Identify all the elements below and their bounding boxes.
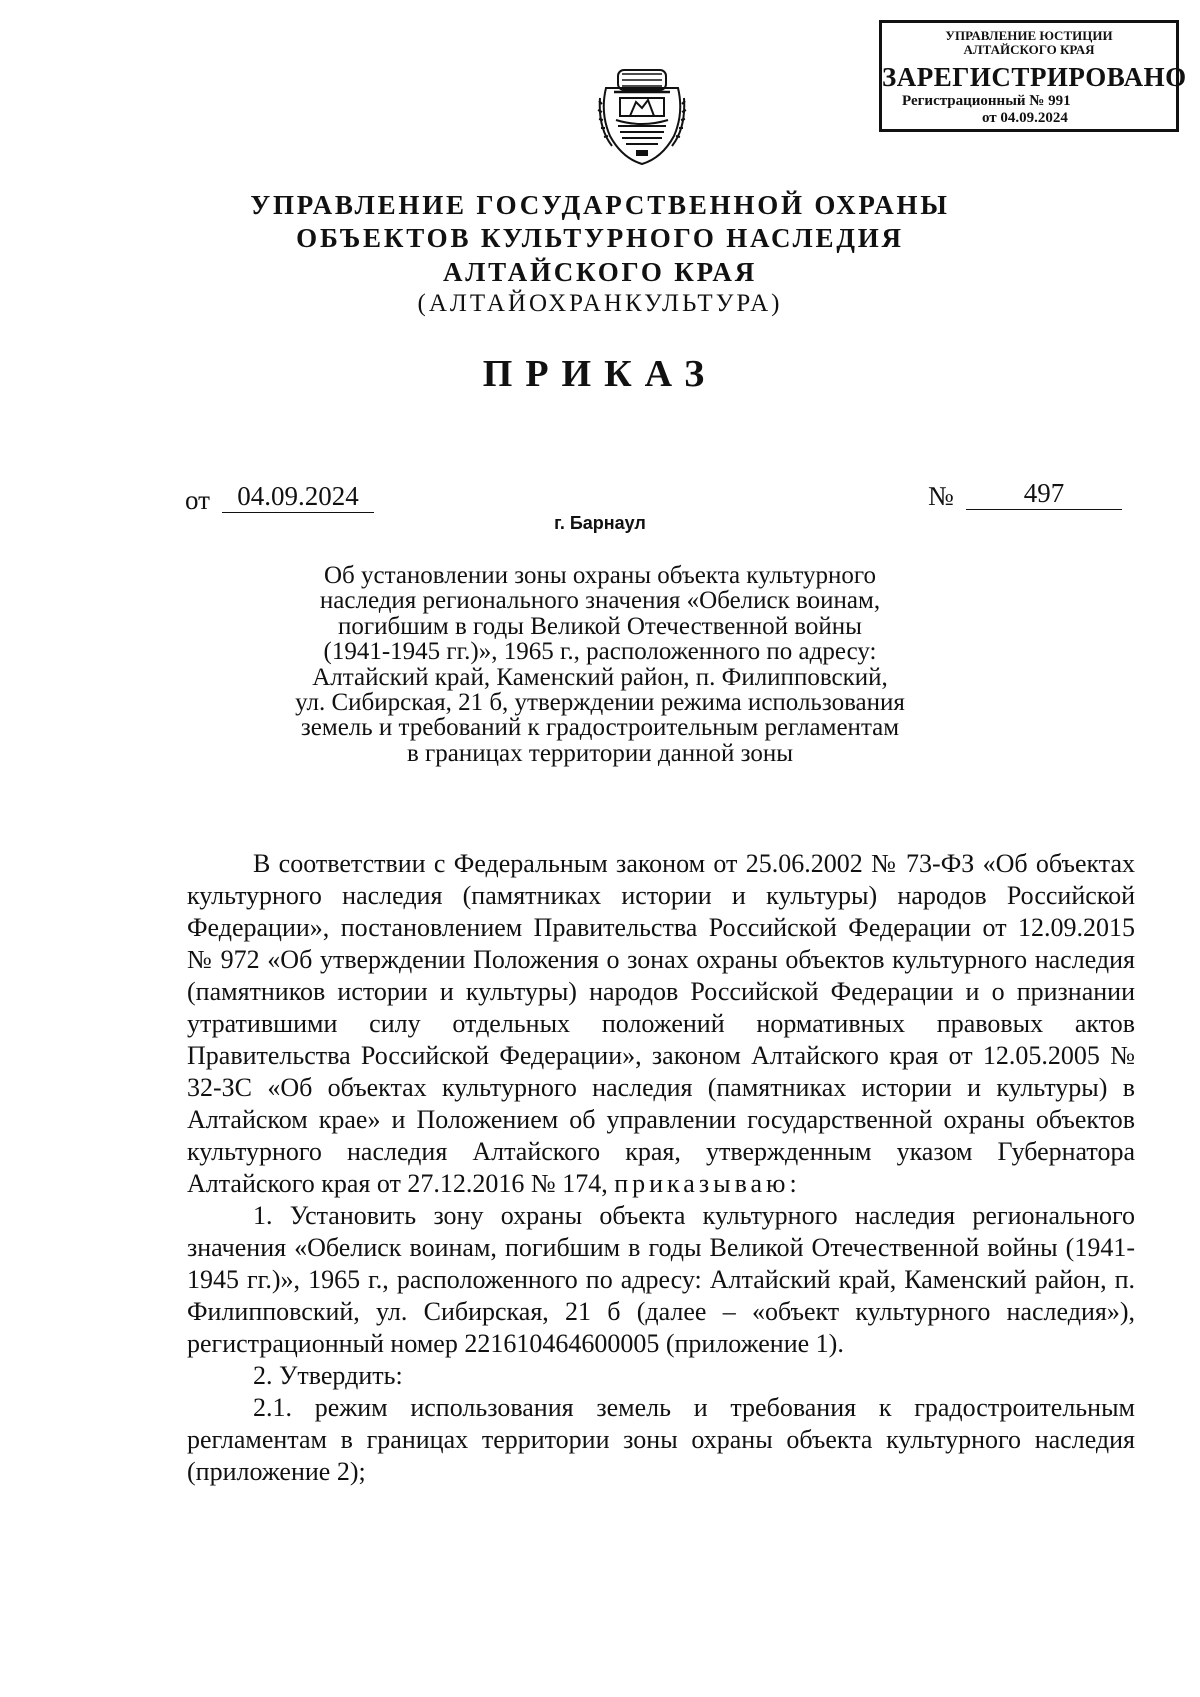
- subject-line: (1941-1945 гг.)», 1965 г., расположенного по адресу:: [323, 638, 877, 666]
- number-label: №: [928, 481, 954, 511]
- order-body: [187, 848, 1135, 1488]
- subject-line: наследия регионального значения «Обелиск воинам,: [319, 587, 881, 615]
- subject-line: Алтайский край, Каменский район, п. Филипповский,: [312, 663, 888, 691]
- subject-line: погибшим в годы Великой Отечественной войны: [338, 612, 862, 640]
- stamp-status: ЗАРЕГИСТРИРОВАНО: [882, 62, 1187, 92]
- subject-line: Об установлении зоны охраны объекта культурного: [323, 562, 877, 589]
- document-date: 04.09.2024: [222, 480, 374, 513]
- org-name-line2: ОБЪЕКТОВ КУЛЬТУРНОГО НАСЛЕДИЯ: [296, 223, 904, 253]
- org-name-line3: АЛТАЙСКОГО КРАЯ: [442, 257, 758, 287]
- document-title: ПРИКАЗ: [482, 353, 718, 395]
- order-word: приказываю:: [614, 1169, 801, 1198]
- stamp-authority-line1: УПРАВЛЕНИЕ ЮСТИЦИИ: [945, 28, 1113, 43]
- preamble-text: В соответствии с Федеральным законом от 25.06.2002 № 73-ФЗ «Об объектах культурного наследия (памятниках истории и культуры) народов Российской Федерации», постановлением Правительства Российской Федерации от 12.09.2015 № 972 «Об утверждении Положения о зонах охраны объектов культурного наследия (памятников истории и культуры) народов Российской Федерации и о признании утратившими силу отдельных положений нормативных правовых актов Правительства Российской Федерации», законом Алтайского края от 12.05.2005 № 32-ЗС «Об объектах культурного наследия (памятниках истории и культуры) в Алтайском крае» и Положением об управлении государственной охраны объектов культурного наследия Алтайского края, утвержденным указом Губернатора Алтайского края от 27.12.2016 № 174,: [187, 849, 1135, 1198]
- document-number: 497: [966, 477, 1122, 510]
- subject-line: ул. Сибирская, 21 б, утверждении режима использования: [295, 689, 905, 717]
- subject-line: в границах территории данной зоны: [407, 739, 793, 767]
- date-label: от: [185, 485, 210, 515]
- subject-line: земель и требований к градостроительным регламентам: [300, 714, 900, 742]
- registration-stamp: [879, 20, 1187, 132]
- item-1: 1. Установить зону охраны объекта культурного наследия регионального значения «Обелиск воинам, погибшим в годы Великой Отечественной войны (1941-1945 гг.)», 1965 г., расположенного по адресу: Алтайский край, Каменский район, п. Филипповский, ул. Сибирская, 21 б (далее – «объект культурного наследия»), регистрационный номер 221610464600005 (приложение 1).: [187, 1201, 1135, 1358]
- stamp-authority-line2: АЛТАЙСКОГО КРАЯ: [963, 42, 1095, 57]
- city: г. Барнаул: [554, 513, 646, 533]
- subject-heading: [200, 563, 1000, 766]
- org-abbreviation: (АЛТАЙОХРАНКУЛЬТУРА): [417, 290, 783, 317]
- stamp-reg-number: Регистрационный № 991: [902, 93, 1071, 109]
- preamble-paragraph: [187, 848, 1135, 1200]
- item-2: 2. Утвердить:: [253, 1361, 403, 1390]
- coat-of-arms-icon: [596, 58, 688, 168]
- org-name-line1: УПРАВЛЕНИЕ ГОСУДАРСТВЕННОЙ ОХРАНЫ: [250, 190, 950, 220]
- item-2-1: 2.1. режим использования земель и требования к градостроительным регламентам в границах территории зоны охраны объекта культурного наследия (приложение 2);: [187, 1393, 1135, 1486]
- stamp-reg-date: от 04.09.2024: [982, 110, 1068, 126]
